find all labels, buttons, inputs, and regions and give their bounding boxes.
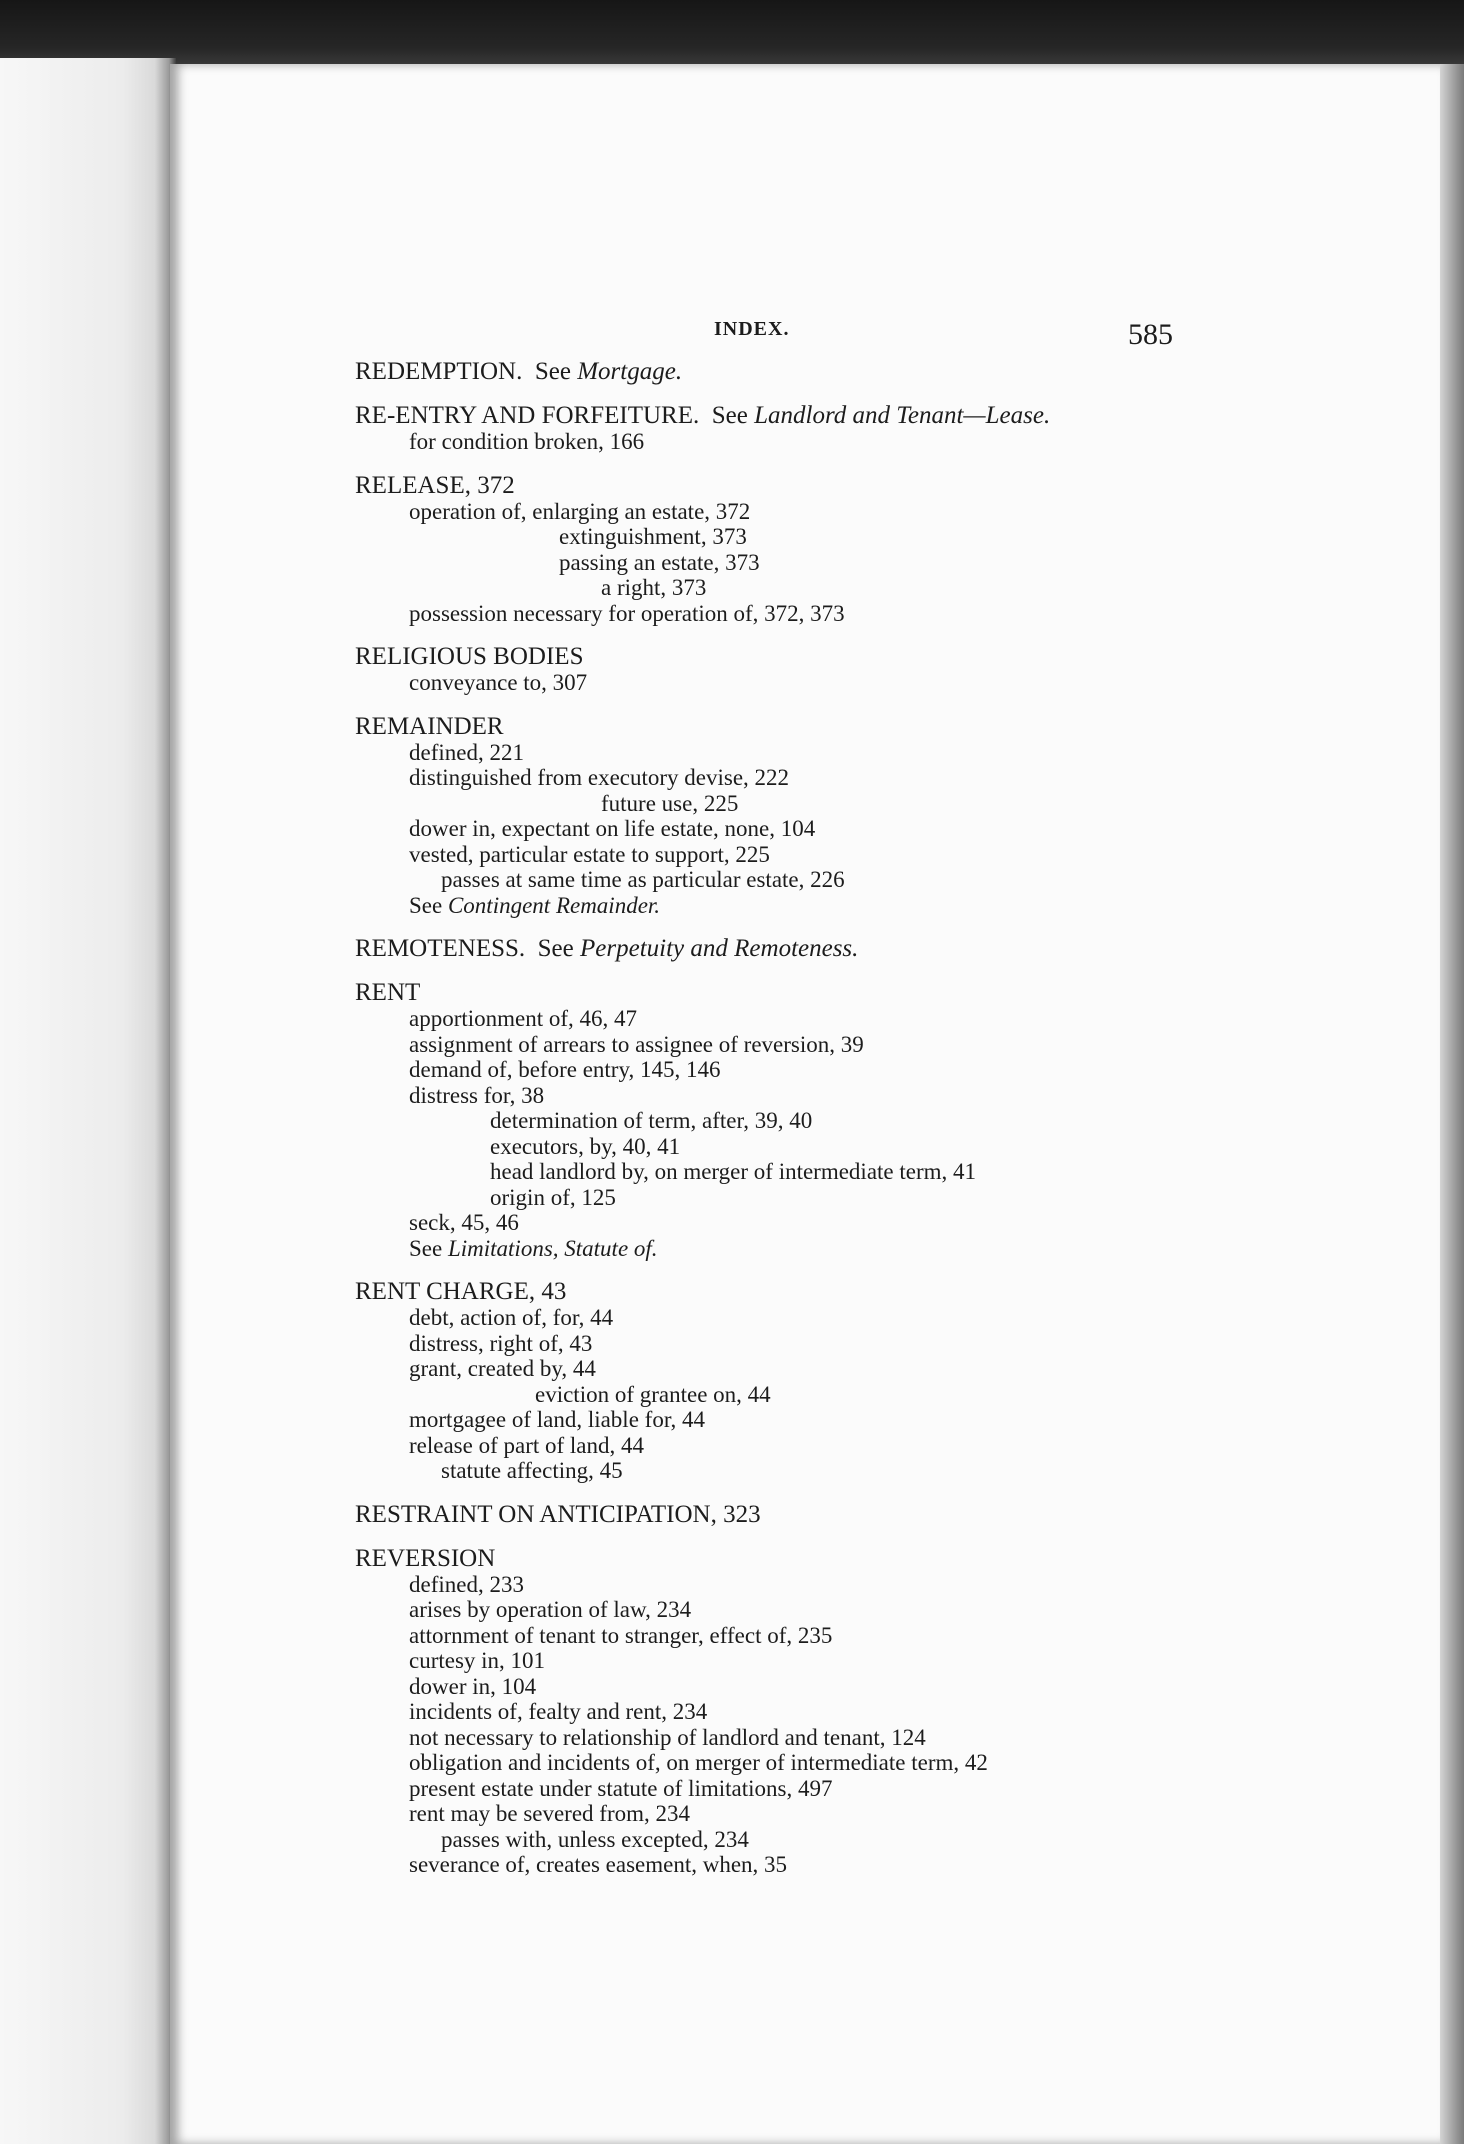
subentry: seck, 45, 46 [409, 1210, 519, 1235]
running-head: INDEX. [714, 318, 790, 340]
subentry: not necessary to relationship of landlord and tenant, 124 [409, 1724, 926, 1750]
subentry: possession necessary for operation of, 372, 373 [409, 600, 845, 626]
index-entry-redemption [355, 358, 1355, 385]
subentry: present estate under statute of limitations, 497 [409, 1775, 833, 1801]
see-also-line [355, 1236, 1355, 1262]
index-entry-remoteness [355, 935, 1355, 962]
entry-heading: REMAINDER [355, 712, 504, 740]
subentry: distress for, 38 [409, 1082, 545, 1108]
subentry: for condition broken, 166 [409, 429, 645, 454]
index-list [355, 358, 1355, 1895]
page-number: 585 [1128, 318, 1173, 351]
see-label: See [409, 892, 443, 918]
index-entry-re-entry [355, 402, 1355, 455]
index-entry-restraint [355, 1501, 1355, 1528]
subentry: operation of, enlarging an estate, 372 [409, 498, 751, 524]
cross-reference: Mortgage. [577, 358, 683, 385]
subentry: mortgagee of land, liable for, 44 [409, 1407, 706, 1432]
entry-heading: RENT CHARGE, 43 [355, 1278, 567, 1305]
subentry: future use, 225 [601, 790, 739, 816]
subentry: head landlord by, on merger of intermediate term, 41 [490, 1159, 977, 1184]
subentry: origin of, 125 [490, 1184, 616, 1210]
cross-reference: Perpetuity and Remoteness. [580, 935, 859, 962]
subentry: severance of, creates easement, when, 35 [409, 1852, 788, 1877]
subentry: assignment of arrears to assignee of reversion, 39 [409, 1031, 864, 1057]
heading-text: REMOTENESS. [355, 935, 526, 962]
subentry: passes with, unless excepted, 234 [441, 1826, 749, 1852]
entry-heading: RENT [355, 979, 421, 1006]
index-entry-reversion [355, 1545, 1355, 1878]
entry-heading: RELIGIOUS BODIES [355, 643, 584, 670]
subentry: debt, action of, for, 44 [409, 1305, 614, 1330]
see-label: See [409, 1235, 443, 1261]
subentry: extinguishment, 373 [559, 524, 747, 549]
subentry: statute affecting, 45 [441, 1458, 623, 1483]
subentry: distress, right of, 43 [409, 1330, 593, 1356]
subentry: rent may be severed from, 234 [409, 1801, 691, 1826]
index-entry-release [355, 472, 1355, 627]
index-entry-rent-charge [355, 1278, 1355, 1484]
subentry: apportionment of, 46, 47 [409, 1006, 638, 1031]
see-also-line [355, 893, 1355, 919]
entry-heading [355, 402, 1355, 429]
page-right-edge [1440, 64, 1464, 2144]
entry-heading: REVERSION [355, 1544, 496, 1572]
subentry: executors, by, 40, 41 [490, 1133, 681, 1159]
entry-heading [355, 935, 1355, 962]
subentry: conveyance to, 307 [409, 670, 588, 695]
heading-text: RE-ENTRY AND FORFEITURE. [355, 402, 700, 429]
subentry: defined, 221 [409, 739, 524, 765]
subentry: incidents of, fealty and rent, 234 [409, 1699, 708, 1724]
subentry: passing an estate, 373 [559, 549, 760, 575]
see-label: See [537, 935, 574, 962]
subentry: release of part of land, 44 [409, 1432, 645, 1458]
subentry: determination of term, after, 39, 40 [490, 1108, 813, 1133]
index-entry-religious-bodies [355, 643, 1355, 696]
subentry: vested, particular estate to support, 225 [409, 841, 770, 867]
subentry: grant, created by, 44 [409, 1356, 596, 1381]
subentry: distinguished from executory devise, 222 [409, 765, 790, 790]
subentry: dower in, 104 [409, 1673, 537, 1699]
subentry: obligation and incidents of, on merger of intermediate term, 42 [409, 1750, 988, 1775]
entry-heading [355, 358, 1355, 385]
subentry: eviction of grantee on, 44 [535, 1381, 771, 1407]
facing-page-edge [0, 58, 176, 2144]
heading-text: REDEMPTION. [355, 358, 523, 385]
cross-reference: Limitations, Statute of. [447, 1235, 658, 1261]
entry-heading: RELEASE, 372 [355, 471, 515, 499]
subentry: passes at same time as particular estate, 226 [441, 867, 845, 892]
cross-reference: Contingent Remainder. [447, 892, 661, 918]
cross-reference: Landlord and Tenant—Lease. [754, 402, 1051, 429]
index-entry-rent [355, 979, 1355, 1261]
see-label: See [711, 402, 748, 429]
subentry: attornment of tenant to stranger, effect of, 235 [409, 1622, 833, 1648]
subentry: demand of, before entry, 145, 146 [409, 1057, 721, 1082]
subentry: arises by operation of law, 234 [409, 1597, 692, 1622]
index-entry-remainder [355, 713, 1355, 919]
subentry: dower in, expectant on life estate, none, 104 [409, 816, 816, 841]
see-label: See [534, 358, 571, 385]
entry-heading: RESTRAINT ON ANTICIPATION, 323 [355, 1500, 761, 1528]
subentry: a right, 373 [601, 575, 707, 600]
subentry: curtesy in, 101 [409, 1648, 546, 1673]
subentry: defined, 233 [409, 1571, 524, 1597]
